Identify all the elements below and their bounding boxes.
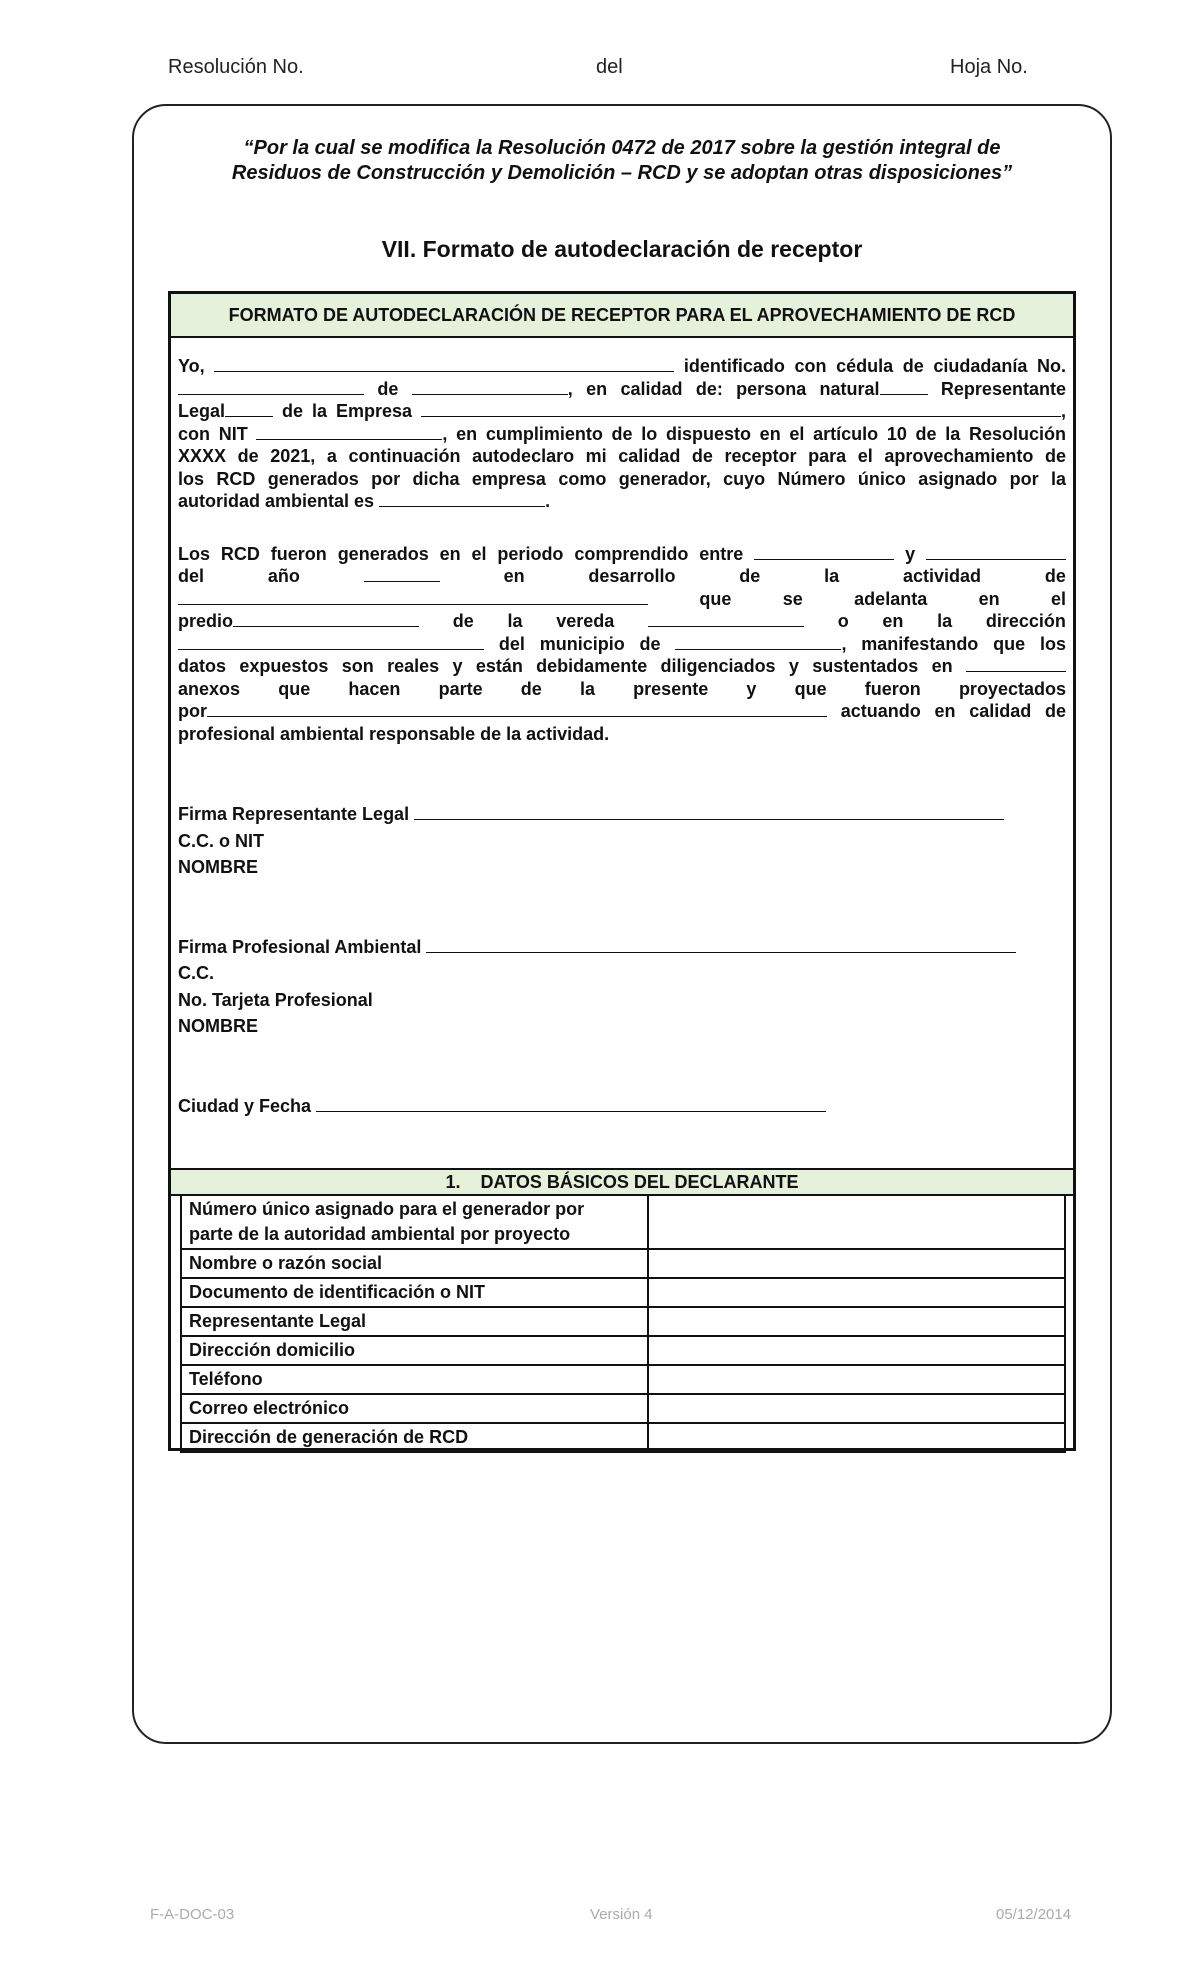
row-label-representante: Representante Legal xyxy=(181,1307,648,1336)
p2-line-8: por actuando en calidad de xyxy=(178,701,1066,721)
p2-line-3: que se adelanta en el xyxy=(178,588,1066,611)
subtitle-line-1: “Por la cual se modifica la Resolución 0472 de 2017 sobre la gestión integral de xyxy=(243,137,1001,159)
empresa-blank[interactable] xyxy=(421,400,1061,417)
profesional-tarjeta: No. Tarjeta Profesional xyxy=(178,989,373,1010)
row-label-nombre: Nombre o razón social xyxy=(181,1249,648,1278)
p1-line-5: XXXX de 2021, a continuación autodeclaro mi calidad de receptor para el aprovechamiento de xyxy=(178,446,1066,466)
ciudad-fecha-block xyxy=(171,1093,1073,1120)
municipio-blank[interactable] xyxy=(675,633,841,650)
row-value-representante[interactable] xyxy=(648,1307,1065,1336)
table-row xyxy=(181,1394,1065,1423)
table-row xyxy=(181,1195,1065,1249)
form-title: FORMATO DE AUTODECLARACIÓN DE RECEPTOR PARA EL APROVECHAMIENTO DE RCD xyxy=(171,294,1073,338)
profesional-cc: C.C. xyxy=(178,963,214,983)
row-label-numero-unico: Número único asignado para el generador por parte de la autoridad ambiental por proyecto xyxy=(181,1195,648,1249)
section-title: VII. Formato de autodeclaración de receptor xyxy=(381,236,863,262)
declaration-paragraph-1 xyxy=(171,355,1073,513)
row-value-nombre[interactable] xyxy=(648,1249,1065,1278)
row-value-telefono[interactable] xyxy=(648,1365,1065,1394)
nit-blank[interactable] xyxy=(256,423,442,440)
anio-blank[interactable] xyxy=(364,565,440,582)
firma-representante-line: Firma Representante Legal xyxy=(178,801,1066,828)
p2-line-1: Los RCD fueron generados en el periodo comprendido entre y xyxy=(178,543,1066,566)
declaration-paragraph-2 xyxy=(171,543,1073,746)
p2-line-9: profesional ambiental responsable de la actividad. xyxy=(178,723,610,744)
subtitle-line-2: Residuos de Construcción y Demolición – RCD y se adoptan otras disposiciones” xyxy=(231,162,1013,184)
profesional-nombre: NOMBRE xyxy=(178,1016,258,1036)
proyectado-por-blank[interactable] xyxy=(207,700,827,717)
row-label-direccion-rcd: Dirección de generación de RCD xyxy=(181,1423,648,1452)
direccion-blank[interactable] xyxy=(178,633,484,650)
firma-profesional-line: Firma Profesional Ambiental xyxy=(178,934,1066,961)
p2-line-4: predio de la vereda o en la dirección xyxy=(178,611,1066,631)
header-del: del xyxy=(596,56,623,78)
firma-profesional-block xyxy=(171,934,1073,1040)
p2-line-6: datos expuestos son reales y están debidamente diligenciados y sustentados en xyxy=(178,655,1066,678)
row-value-direccion-domicilio[interactable] xyxy=(648,1336,1065,1365)
row-label-documento: Documento de identificación o NIT xyxy=(181,1278,648,1307)
footer-code: F-A-DOC-03 xyxy=(150,1906,235,1923)
document-subtitle xyxy=(150,136,1094,186)
periodo-fin-blank[interactable] xyxy=(926,543,1066,560)
row-label-correo: Correo electrónico xyxy=(181,1394,648,1423)
ciudad-fecha-blank[interactable] xyxy=(316,1095,826,1112)
firma-representante-blank[interactable] xyxy=(414,803,1004,820)
datos-section-number: 1. xyxy=(445,1171,461,1192)
numero-unico-blank[interactable] xyxy=(379,490,545,507)
header-hoja: Hoja No. xyxy=(950,56,1028,78)
representante-legal-blank[interactable] xyxy=(225,400,273,417)
table-row xyxy=(181,1249,1065,1278)
autodeclaration-form xyxy=(168,291,1076,1451)
periodo-inicio-blank[interactable] xyxy=(754,543,894,560)
representante-cc-nit: C.C. o NIT xyxy=(178,830,264,851)
header-resolucion: Resolución No. xyxy=(168,56,304,78)
datos-basicos-table xyxy=(180,1194,1066,1453)
table-row xyxy=(181,1365,1065,1394)
p1-line-4: con NIT , en cumplimiento de lo dispuesto en el artículo 10 de la Resolución xyxy=(178,423,1066,444)
row-value-direccion-rcd[interactable] xyxy=(648,1423,1065,1452)
footer-version: Versión 4 xyxy=(590,1906,653,1923)
representante-nombre: NOMBRE xyxy=(178,857,258,877)
datos-section-title: DATOS BÁSICOS DEL DECLARANTE xyxy=(480,1171,799,1192)
table-row xyxy=(181,1423,1065,1452)
footer-date: 05/12/2014 xyxy=(996,1906,1072,1923)
actividad-blank[interactable] xyxy=(178,588,648,605)
p1-line-1: Yo, identificado con cédula de ciudadanía No. xyxy=(178,356,1066,376)
firma-representante-block xyxy=(171,801,1073,881)
table-row xyxy=(181,1278,1065,1307)
vereda-blank[interactable] xyxy=(648,610,804,627)
predio-blank[interactable] xyxy=(233,610,419,627)
p1-line-2: de , en calidad de: persona natural Representante xyxy=(178,378,1066,401)
p1-line-6: los RCD generados por dicha empresa como generador, cuyo Número único asignado por la xyxy=(178,468,1066,489)
persona-natural-blank[interactable] xyxy=(880,378,928,395)
p2-line-2: del año en desarrollo de la actividad de xyxy=(178,566,1066,586)
row-value-documento[interactable] xyxy=(648,1278,1065,1307)
table-row xyxy=(181,1336,1065,1365)
anexos-blank[interactable] xyxy=(966,655,1066,672)
ciudad-fecha-line: Ciudad y Fecha xyxy=(178,1093,1066,1120)
firma-profesional-blank[interactable] xyxy=(426,936,1016,953)
row-label-direccion-domicilio: Dirección domicilio xyxy=(181,1336,648,1365)
datos-basicos-header xyxy=(171,1168,1073,1196)
p1-line-7: autoridad ambiental es . xyxy=(178,491,551,511)
p2-line-5: del municipio de , manifestando que los xyxy=(178,633,1066,656)
name-blank[interactable] xyxy=(214,355,674,372)
table-row xyxy=(181,1307,1065,1336)
cedula-blank[interactable] xyxy=(178,378,364,395)
p1-line-3: Legal de la Empresa , xyxy=(178,401,1066,421)
row-value-correo[interactable] xyxy=(648,1394,1065,1423)
p2-line-7: anexos que hacen parte de la presente y que fueron proyectados xyxy=(178,678,1066,699)
row-label-telefono: Teléfono xyxy=(181,1365,648,1394)
expedition-blank[interactable] xyxy=(412,378,568,395)
row-value-numero-unico[interactable] xyxy=(648,1195,1065,1249)
